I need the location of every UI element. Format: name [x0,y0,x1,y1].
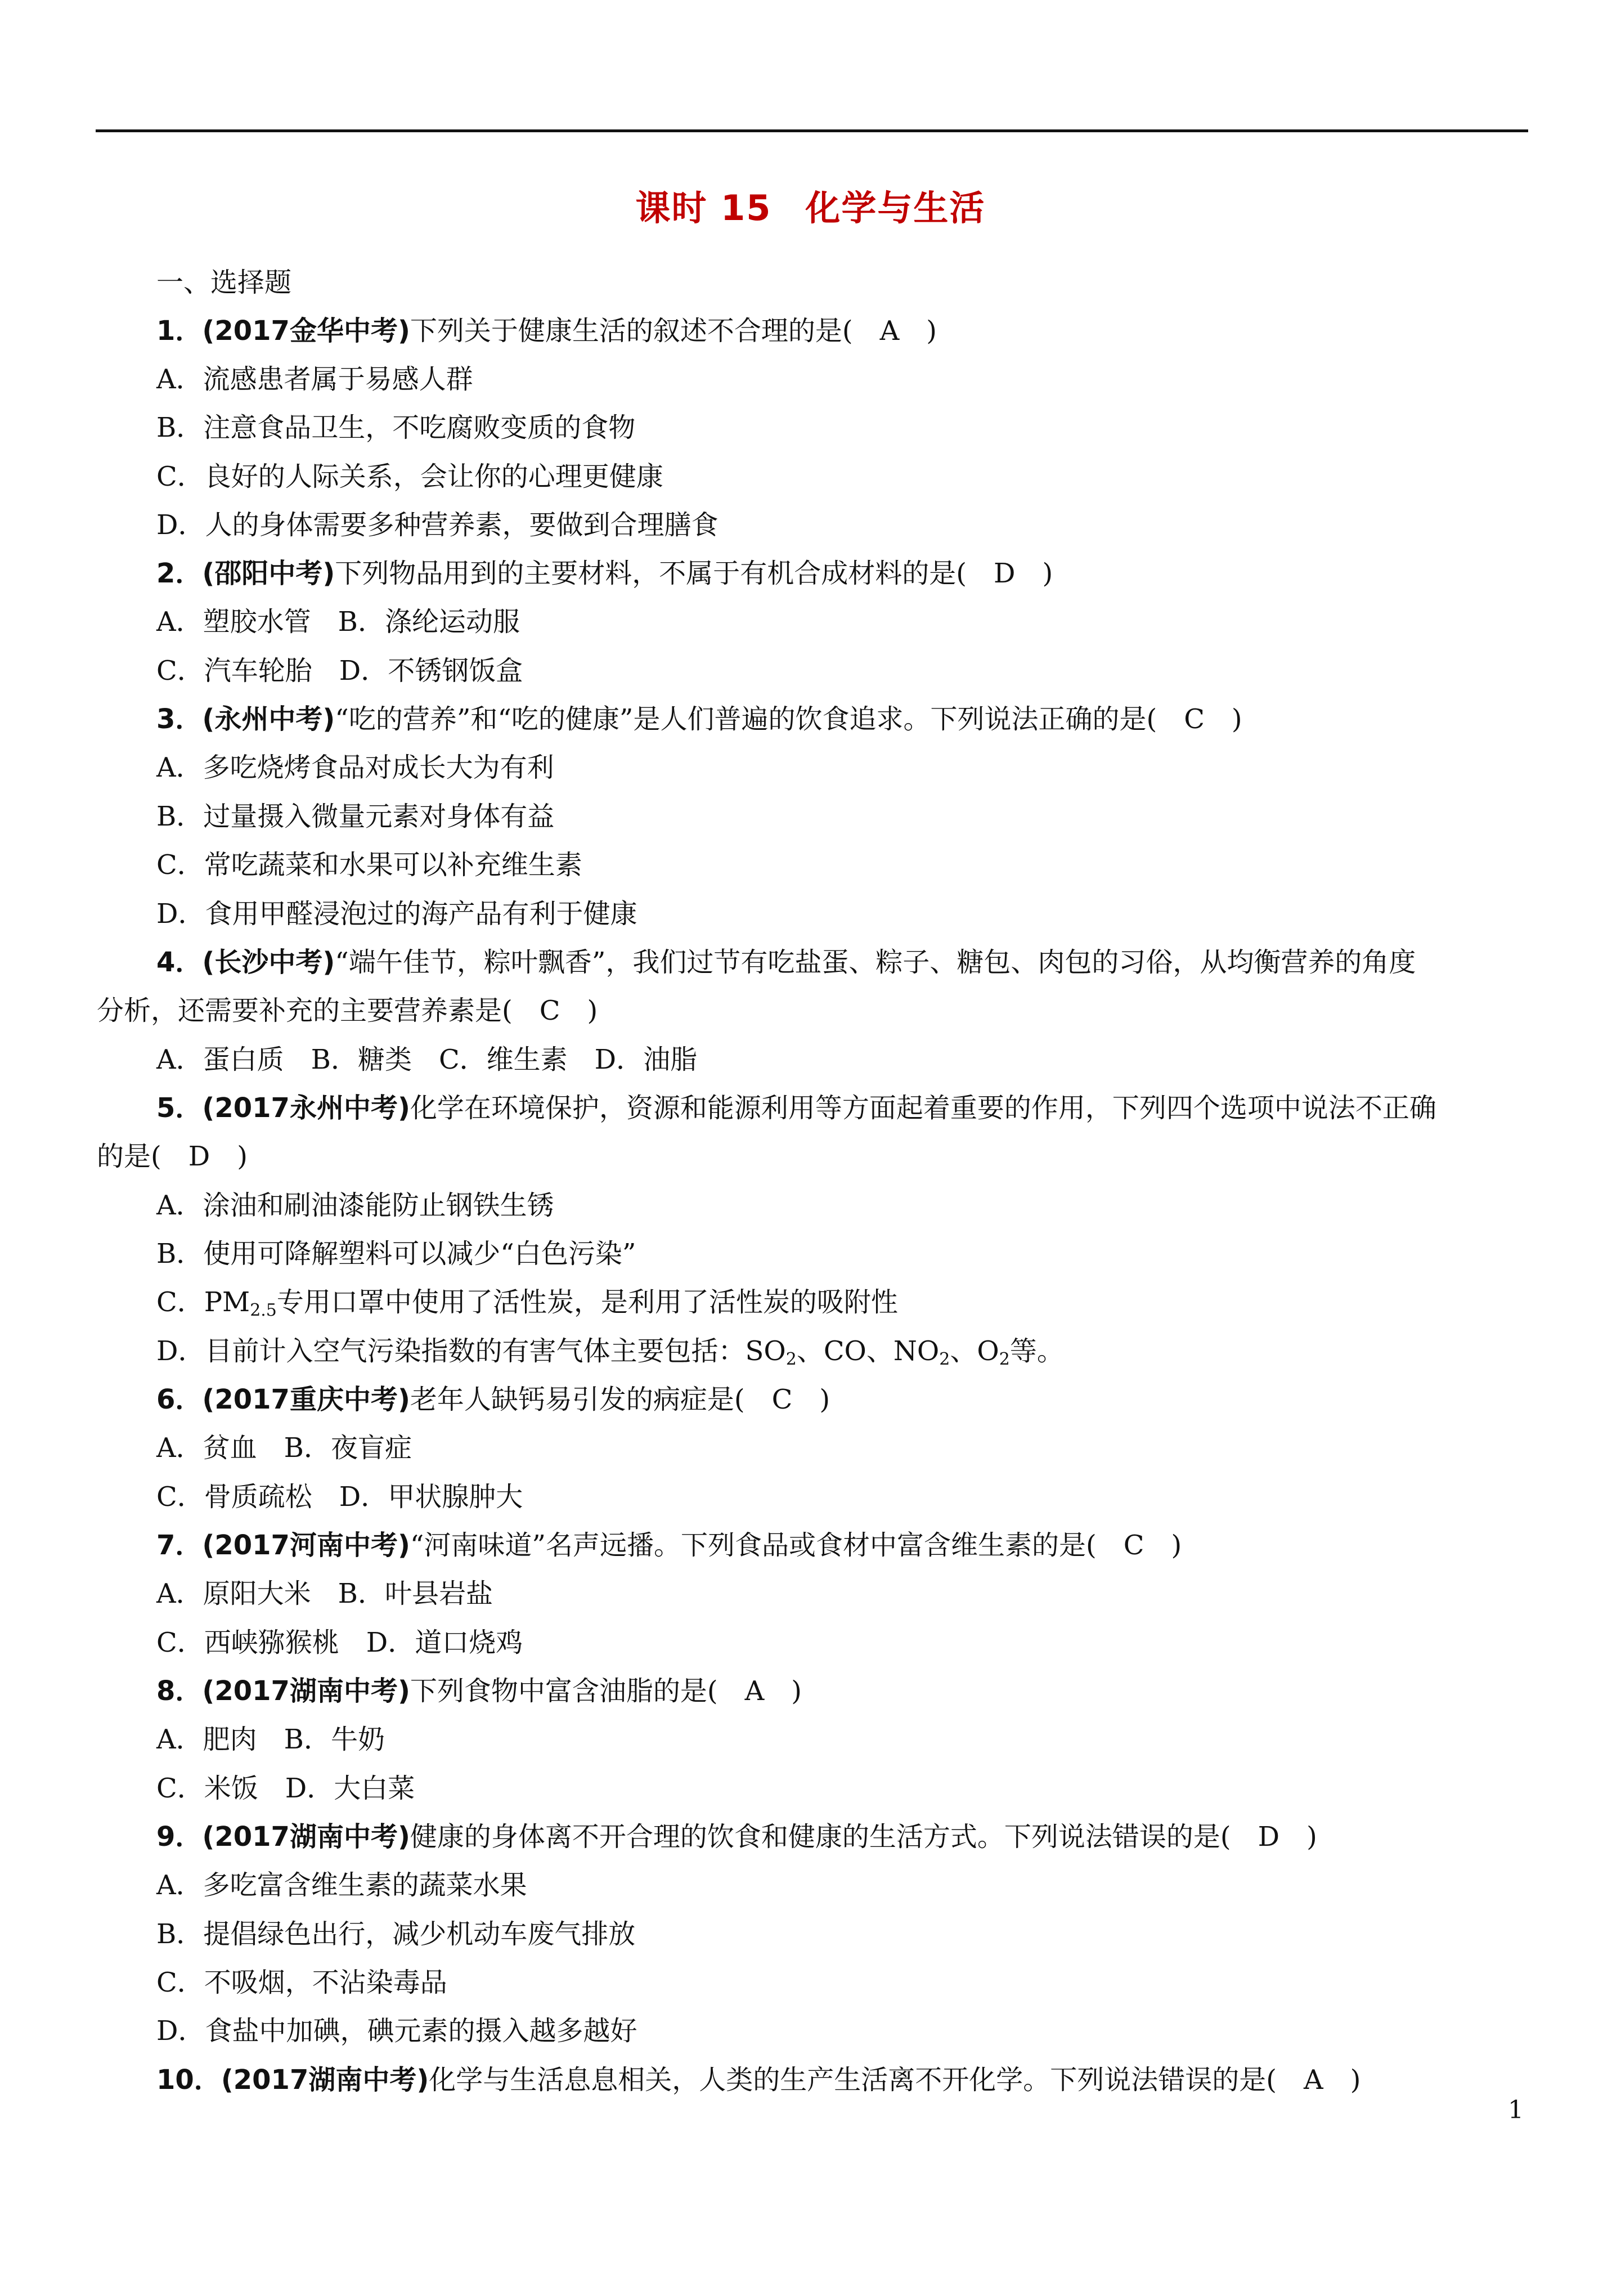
option: C．西峡猕猴桃 D．道口烧鸡 [156,1627,523,1658]
question-3: 3．(永州中考)“吃的营养”和“吃的健康”是人们普遍的饮食追求。下列说法正确的是( C ) [156,703,1242,735]
question-7: 7．(2017河南中考)“河南味道”名声远播。下列食品或食材中富含维生素的是( C ) [156,1530,1182,1561]
option: C．骨质疏松 D．甲状腺肿大 [156,1481,523,1513]
option: D．目前计入空气污染指数的有害气体主要包括：$SO_2$、CO、$NO_2$、$O_2$等。 [156,1335,1064,1369]
option: C．常吃蔬菜和水果可以补充维生素 [156,849,582,881]
answer: C [771,1384,793,1415]
option: A．多吃富含维生素的蔬菜水果 [156,1869,527,1901]
page-title [0,183,1621,234]
option: C．$PM_{2.5}$专用口罩中使用了活性炭，是利用了活性炭的吸附性 [156,1286,898,1320]
option: D．食盐中加碘，碘元素的摄入越多越好 [156,2015,637,2047]
section-heading: 一、选择题 [156,267,292,298]
answer: D [188,1141,210,1172]
answer: D [1258,1821,1280,1853]
question-5-continuation: 的是( D ) [97,1141,248,1172]
option: A．塑胶水管 B．涤纶运动服 [156,606,520,638]
option: A．蛋白质 B．糖类 C．维生素 D．油脂 [156,1044,698,1075]
question-6: 6．(2017重庆中考)老年人缺钙易引发的病症是( C ) [156,1384,830,1415]
answer: A [879,315,900,347]
question-2: 2．(邵阳中考)下列物品用到的主要材料，不属于有机合成材料的是( D ) [156,558,1053,589]
answer: C [539,995,560,1026]
option: D．人的身体需要多种营养素，要做到合理膳食 [156,509,719,541]
page-number: 1 [1508,2096,1524,2124]
option: C．良好的人际关系，会让你的心理更健康 [156,461,663,492]
option: A．贫血 B．夜盲症 [156,1432,412,1464]
option: B．过量摄入微量元素对身体有益 [156,801,555,832]
lesson-topic: 化学与生活 [805,187,986,228]
answer: C [1184,703,1205,735]
option: A．涂油和刷油漆能防止钢铁生锈 [156,1190,554,1221]
answer: A [744,1675,765,1707]
question-8: 8．(2017湖南中考)下列食物中富含油脂的是( A ) [156,1675,802,1707]
lesson-number: 课时 15 [635,187,772,228]
option: A．原阳大米 B．叶县岩盐 [156,1578,493,1609]
option: C．汽车轮胎 D．不锈钢饭盒 [156,655,523,687]
answer: C [1123,1530,1144,1561]
option: A．流感患者属于易感人群 [156,364,473,395]
header-rule [96,129,1528,132]
question-10: 10．(2017湖南中考)化学与生活息息相关，人类的生产生活离不开化学。下列说法错误的是( A ) [156,2064,1361,2096]
answer: D [994,558,1016,589]
option: B．提倡绿色出行，减少机动车废气排放 [156,1918,636,1950]
question-5: 5．(2017永州中考)化学在环境保护，资源和能源利用等方面起着重要的作用，下列四个选项中说法不正确 [156,1092,1436,1124]
option: D．食用甲醛浸泡过的海产品有利于健康 [156,898,637,930]
option: B．使用可降解塑料可以减少“白色污染” [156,1238,636,1270]
option: C．不吸烟，不沾染毒品 [156,1967,447,1998]
question-9: 9．(2017湖南中考)健康的身体离不开合理的饮食和健康的生活方式。下列说法错误的是( D ) [156,1821,1317,1853]
option: A．肥肉 B．牛奶 [156,1724,385,1755]
question-4-continuation: 分析，还需要补充的主要营养素是( C ) [97,995,598,1026]
option: B．注意食品卫生，不吃腐败变质的食物 [156,412,636,443]
answer: A [1304,2064,1323,2096]
question-1: 1．(2017金华中考)下列关于健康生活的叙述不合理的是( A ) [156,315,937,347]
option: C．米饭 D．大白菜 [156,1773,415,1804]
option: A．多吃烧烤食品对成长大为有利 [156,752,554,783]
question-4: 4．(长沙中考)“端午佳节，粽叶飘香”，我们过节有吃盐蛋、粽子、糖包、肉包的习俗，从均衡营养的角度 [156,947,1416,978]
